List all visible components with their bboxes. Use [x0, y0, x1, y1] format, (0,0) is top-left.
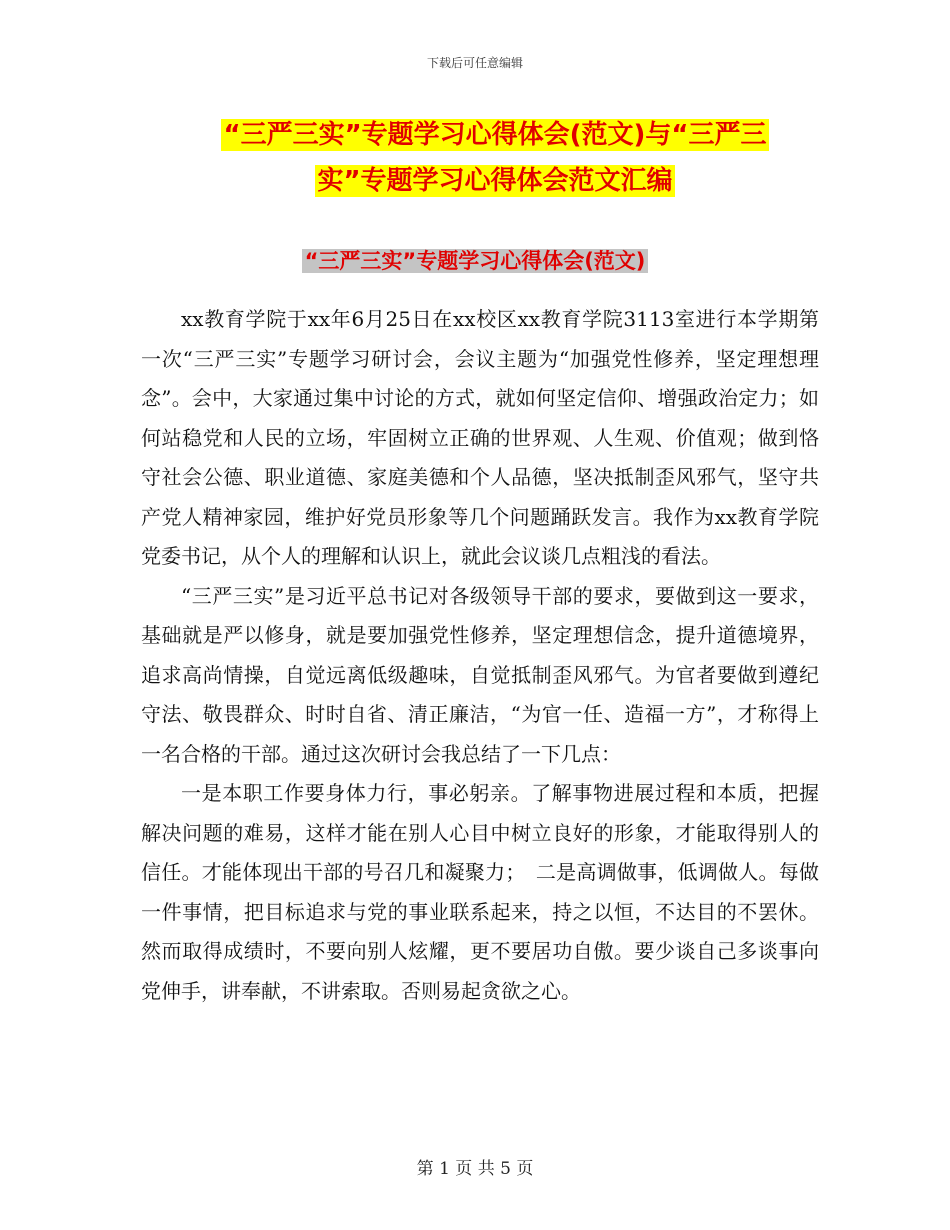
section-heading-text: “三严三实”专题学习心得体会(范文)	[302, 249, 649, 273]
document-body	[141, 300, 819, 1011]
body-paragraph-2: “三严三实”是习近平总书记对各级领导干部的要求，要做到这一要求，基础就是严以修身，就是要加强党性修养，坚定理想信念，提升道德境界，追求高尚情操，自觉远离低级趣味，自觉抵制歪风邪气。为官者要做到遵纪守法、敬畏群众、时时自省、清正廉洁，“为官一任、造福一方”，才称得上一名合格的干部。通过这次研讨会我总结了一下几点：	[141, 583, 819, 766]
header-note: 下载后可任意编辑	[426, 56, 523, 70]
document-title-line-2: 实”专题学习心得体会范文汇编	[317, 166, 673, 196]
document-title-line-1: “三严三实”专题学习心得体会(范文)与“三严三	[223, 120, 767, 150]
page-footer: 第 1 页 共 5 页	[416, 1159, 534, 1179]
document-title	[195, 112, 795, 204]
body-paragraph-1: xx教育学院于xx年6月25日在xx校区xx教育学院3113室进行本学期第一次“三严三实”专题学习研讨会，会议主题为“加强党性修养，坚定理想理念”。会中，大家通过集中讨论的方式，就如何坚定信仰、增强政治定力；如何站稳党和人民的立场，牢固树立正确的世界观、人生观、价值观；做到恪守社会公德、职业道德、家庭美德和个人品德，坚决抵制歪风邪气，坚守共产党人精神家园，维护好党员形象等几个问题踊跃发言。我作为xx教育学院党委书记，从个人的理解和认识上，就此会议谈几点粗浅的看法。	[141, 307, 819, 568]
body-paragraph-3: 一是本职工作要身体力行，事必躬亲。了解事物进展过程和本质，把握解决问题的难易，这样才能在别人心目中树立良好的形象，才能取得别人的信任。才能体现出干部的号召几和凝聚力； 二是高调做事，低调做人。每做一件事情，把目标追求与党的事业联系起来，持之以恒，不达目的不罢休。然而取得成绩时，不要向别人炫耀，更不要居功自傲。要少谈自己多谈事向党伸手，讲奉献，不讲索取。否则易起贪欲之心。	[141, 781, 819, 1003]
section-heading	[0, 246, 950, 276]
